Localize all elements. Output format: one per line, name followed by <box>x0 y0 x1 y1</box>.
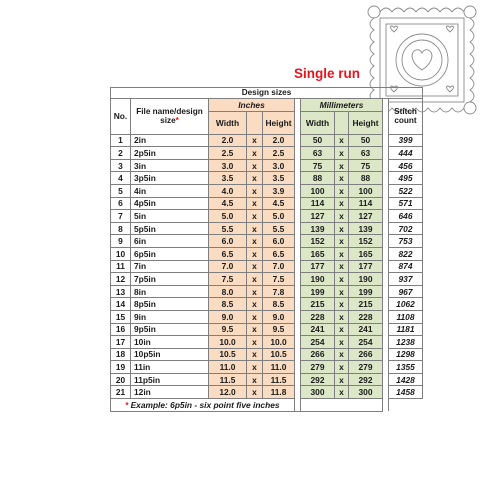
row-file-name: 7p5in <box>131 273 209 286</box>
mm-height-header: Height <box>349 111 383 134</box>
row-mm-height: 127 <box>349 210 383 223</box>
row-file-name: 3p5in <box>131 172 209 185</box>
row-inch-x: x <box>247 386 263 399</box>
row-mm-width: 63 <box>301 147 335 160</box>
row-inch-height: 10.5 <box>263 348 295 361</box>
row-mm-width: 177 <box>301 260 335 273</box>
row-stitch-count: 1355 <box>389 361 423 374</box>
table-row <box>111 285 423 298</box>
row-mm-x: x <box>335 159 349 172</box>
row-number: 18 <box>111 348 131 361</box>
footnote <box>111 399 383 412</box>
row-file-name: 8in <box>131 285 209 298</box>
row-inch-width: 10.5 <box>209 348 247 361</box>
row-mm-height: 177 <box>349 260 383 273</box>
row-stitch-count: 444 <box>389 147 423 160</box>
row-inch-height: 3.0 <box>263 159 295 172</box>
row-mm-x: x <box>335 348 349 361</box>
row-mm-width: 266 <box>301 348 335 361</box>
row-stitch-count: 874 <box>389 260 423 273</box>
row-file-name: 8p5in <box>131 298 209 311</box>
row-mm-height: 300 <box>349 386 383 399</box>
table-row <box>111 348 423 361</box>
row-stitch-count: 1062 <box>389 298 423 311</box>
row-inch-width: 9.0 <box>209 310 247 323</box>
row-number: 4 <box>111 172 131 185</box>
row-mm-height: 114 <box>349 197 383 210</box>
row-inch-x: x <box>247 172 263 185</box>
row-mm-height: 75 <box>349 159 383 172</box>
row-mm-x: x <box>335 361 349 374</box>
row-inch-width: 12.0 <box>209 386 247 399</box>
row-mm-width: 241 <box>301 323 335 336</box>
page-title: Single run <box>294 66 361 81</box>
row-file-name: 5p5in <box>131 222 209 235</box>
mm-x-header <box>335 111 349 134</box>
row-stitch-count: 702 <box>389 222 423 235</box>
table-row <box>111 361 423 374</box>
table-row <box>111 336 423 349</box>
row-stitch-count: 1428 <box>389 373 423 386</box>
row-inch-height: 7.0 <box>263 260 295 273</box>
row-number: 3 <box>111 159 131 172</box>
row-mm-x: x <box>335 298 349 311</box>
row-number: 17 <box>111 336 131 349</box>
row-mm-x: x <box>335 147 349 160</box>
row-stitch-count: 1181 <box>389 323 423 336</box>
footnote-star: * <box>125 399 129 410</box>
row-mm-height: 190 <box>349 273 383 286</box>
row-mm-x: x <box>335 273 349 286</box>
row-mm-width: 152 <box>301 235 335 248</box>
row-inch-x: x <box>247 210 263 223</box>
row-file-name: 6in <box>131 235 209 248</box>
row-stitch-count: 646 <box>389 210 423 223</box>
row-number: 6 <box>111 197 131 210</box>
row-mm-x: x <box>335 260 349 273</box>
row-number: 2 <box>111 147 131 160</box>
row-mm-x: x <box>335 235 349 248</box>
row-mm-width: 292 <box>301 373 335 386</box>
row-inch-width: 10.0 <box>209 336 247 349</box>
row-inch-width: 11.5 <box>209 373 247 386</box>
row-file-name: 12in <box>131 386 209 399</box>
row-file-name: 5in <box>131 210 209 223</box>
row-mm-x: x <box>335 247 349 260</box>
row-mm-width: 215 <box>301 298 335 311</box>
row-inch-width: 6.5 <box>209 247 247 260</box>
row-mm-height: 139 <box>349 222 383 235</box>
row-stitch-count: 456 <box>389 159 423 172</box>
row-inch-height: 6.5 <box>263 247 295 260</box>
row-number: 14 <box>111 298 131 311</box>
row-inch-width: 3.0 <box>209 159 247 172</box>
row-inch-height: 11.8 <box>263 386 295 399</box>
col-name-header: File name/design size* <box>131 99 209 135</box>
row-inch-x: x <box>247 273 263 286</box>
row-inch-x: x <box>247 197 263 210</box>
row-inch-x: x <box>247 235 263 248</box>
table-row <box>111 222 423 235</box>
row-inch-x: x <box>247 361 263 374</box>
row-inch-x: x <box>247 323 263 336</box>
row-number: 12 <box>111 273 131 286</box>
row-mm-width: 190 <box>301 273 335 286</box>
row-stitch-count: 1108 <box>389 310 423 323</box>
row-inch-width: 6.0 <box>209 235 247 248</box>
row-inch-height: 5.5 <box>263 222 295 235</box>
row-inch-width: 7.5 <box>209 273 247 286</box>
table-row <box>111 247 423 260</box>
row-inch-width: 5.0 <box>209 210 247 223</box>
row-inch-width: 5.5 <box>209 222 247 235</box>
row-file-name: 10p5in <box>131 348 209 361</box>
footnote-text: Example: 6p5in - six point five inches <box>130 399 280 410</box>
row-inch-x: x <box>247 247 263 260</box>
inch-x-header <box>247 111 263 134</box>
row-number: 20 <box>111 373 131 386</box>
row-mm-height: 266 <box>349 348 383 361</box>
row-inch-height: 10.0 <box>263 336 295 349</box>
row-file-name: 7in <box>131 260 209 273</box>
row-file-name: 10in <box>131 336 209 349</box>
row-number: 10 <box>111 247 131 260</box>
row-mm-width: 114 <box>301 197 335 210</box>
row-mm-x: x <box>335 373 349 386</box>
row-mm-height: 228 <box>349 310 383 323</box>
row-number: 9 <box>111 235 131 248</box>
row-inch-x: x <box>247 285 263 298</box>
table-row <box>111 298 423 311</box>
row-inch-height: 2.5 <box>263 147 295 160</box>
row-mm-height: 152 <box>349 235 383 248</box>
row-inch-height: 3.9 <box>263 184 295 197</box>
row-inch-x: x <box>247 147 263 160</box>
row-inch-width: 8.0 <box>209 285 247 298</box>
row-number: 13 <box>111 285 131 298</box>
row-inch-height: 11.0 <box>263 361 295 374</box>
row-inch-width: 11.0 <box>209 361 247 374</box>
row-inch-width: 2.0 <box>209 134 247 147</box>
mm-width-header: Width <box>301 111 335 134</box>
row-mm-width: 165 <box>301 247 335 260</box>
row-inch-width: 2.5 <box>209 147 247 160</box>
row-inch-height: 5.0 <box>263 210 295 223</box>
mm-group-header: Millimeters <box>301 99 383 112</box>
row-mm-width: 88 <box>301 172 335 185</box>
row-number: 11 <box>111 260 131 273</box>
row-mm-height: 215 <box>349 298 383 311</box>
row-stitch-count: 522 <box>389 184 423 197</box>
row-mm-x: x <box>335 336 349 349</box>
row-mm-width: 228 <box>301 310 335 323</box>
row-mm-height: 100 <box>349 184 383 197</box>
row-mm-x: x <box>335 285 349 298</box>
row-file-name: 4p5in <box>131 197 209 210</box>
row-inch-x: x <box>247 222 263 235</box>
row-mm-width: 279 <box>301 361 335 374</box>
row-mm-width: 199 <box>301 285 335 298</box>
row-stitch-count: 1238 <box>389 336 423 349</box>
table-row <box>111 310 423 323</box>
row-mm-width: 50 <box>301 134 335 147</box>
row-mm-height: 292 <box>349 373 383 386</box>
row-inch-x: x <box>247 298 263 311</box>
row-inch-x: x <box>247 348 263 361</box>
inches-group-header: Inches <box>209 99 295 112</box>
col-no-header: No. <box>111 99 131 135</box>
row-mm-height: 63 <box>349 147 383 160</box>
table-row <box>111 323 423 336</box>
row-number: 21 <box>111 386 131 399</box>
row-file-name: 11p5in <box>131 373 209 386</box>
row-mm-width: 254 <box>301 336 335 349</box>
row-file-name: 11in <box>131 361 209 374</box>
row-mm-height: 50 <box>349 134 383 147</box>
row-number: 5 <box>111 184 131 197</box>
row-inch-x: x <box>247 336 263 349</box>
row-inch-width: 7.0 <box>209 260 247 273</box>
row-mm-width: 127 <box>301 210 335 223</box>
row-file-name: 4in <box>131 184 209 197</box>
table-row <box>111 373 423 386</box>
row-inch-height: 9.5 <box>263 323 295 336</box>
row-mm-height: 279 <box>349 361 383 374</box>
row-stitch-count: 1298 <box>389 348 423 361</box>
table-row <box>111 134 423 147</box>
row-file-name: 6p5in <box>131 247 209 260</box>
row-number: 8 <box>111 222 131 235</box>
row-inch-x: x <box>247 260 263 273</box>
row-mm-x: x <box>335 386 349 399</box>
row-mm-width: 75 <box>301 159 335 172</box>
row-inch-height: 4.5 <box>263 197 295 210</box>
row-mm-x: x <box>335 184 349 197</box>
row-number: 1 <box>111 134 131 147</box>
design-sizes-table <box>110 87 423 412</box>
table-row <box>111 172 423 185</box>
table-row <box>111 235 423 248</box>
table-row <box>111 386 423 399</box>
row-stitch-count: 822 <box>389 247 423 260</box>
row-mm-x: x <box>335 310 349 323</box>
row-inch-height: 7.8 <box>263 285 295 298</box>
row-stitch-count: 495 <box>389 172 423 185</box>
row-stitch-count: 399 <box>389 134 423 147</box>
row-inch-x: x <box>247 310 263 323</box>
row-inch-width: 9.5 <box>209 323 247 336</box>
row-stitch-count: 967 <box>389 285 423 298</box>
row-mm-height: 199 <box>349 285 383 298</box>
footnote-row <box>111 399 423 412</box>
row-inch-width: 4.5 <box>209 197 247 210</box>
row-number: 19 <box>111 361 131 374</box>
row-mm-x: x <box>335 323 349 336</box>
row-mm-x: x <box>335 134 349 147</box>
row-mm-height: 241 <box>349 323 383 336</box>
table-row <box>111 260 423 273</box>
table-row <box>111 184 423 197</box>
row-inch-x: x <box>247 373 263 386</box>
row-file-name: 9p5in <box>131 323 209 336</box>
table-row <box>111 273 423 286</box>
row-inch-height: 2.0 <box>263 134 295 147</box>
row-inch-height: 9.0 <box>263 310 295 323</box>
row-mm-x: x <box>335 222 349 235</box>
row-number: 16 <box>111 323 131 336</box>
row-file-name: 3in <box>131 159 209 172</box>
row-inch-width: 8.5 <box>209 298 247 311</box>
row-mm-x: x <box>335 210 349 223</box>
row-inch-x: x <box>247 184 263 197</box>
inch-width-header: Width <box>209 111 247 134</box>
row-inch-height: 7.5 <box>263 273 295 286</box>
row-mm-width: 100 <box>301 184 335 197</box>
row-mm-height: 254 <box>349 336 383 349</box>
row-inch-height: 3.5 <box>263 172 295 185</box>
row-mm-x: x <box>335 197 349 210</box>
row-mm-height: 88 <box>349 172 383 185</box>
row-number: 7 <box>111 210 131 223</box>
row-file-name: 2p5in <box>131 147 209 160</box>
inch-height-header: Height <box>263 111 295 134</box>
table-row <box>111 210 423 223</box>
row-inch-x: x <box>247 159 263 172</box>
row-inch-x: x <box>247 134 263 147</box>
row-file-name: 9in <box>131 310 209 323</box>
row-inch-height: 6.0 <box>263 235 295 248</box>
row-stitch-count: 753 <box>389 235 423 248</box>
row-inch-height: 11.5 <box>263 373 295 386</box>
table-row <box>111 147 423 160</box>
row-stitch-count: 571 <box>389 197 423 210</box>
row-mm-height: 165 <box>349 247 383 260</box>
row-mm-width: 300 <box>301 386 335 399</box>
table-row <box>111 197 423 210</box>
row-inch-width: 3.5 <box>209 172 247 185</box>
table-caption: Design sizes <box>111 88 423 99</box>
row-file-name: 2in <box>131 134 209 147</box>
row-mm-x: x <box>335 172 349 185</box>
table-row <box>111 159 423 172</box>
row-stitch-count: 937 <box>389 273 423 286</box>
row-number: 15 <box>111 310 131 323</box>
row-inch-height: 8.5 <box>263 298 295 311</box>
row-mm-width: 139 <box>301 222 335 235</box>
row-inch-width: 4.0 <box>209 184 247 197</box>
row-stitch-count: 1458 <box>389 386 423 399</box>
stitch-count-header: Stitch count <box>389 99 423 135</box>
